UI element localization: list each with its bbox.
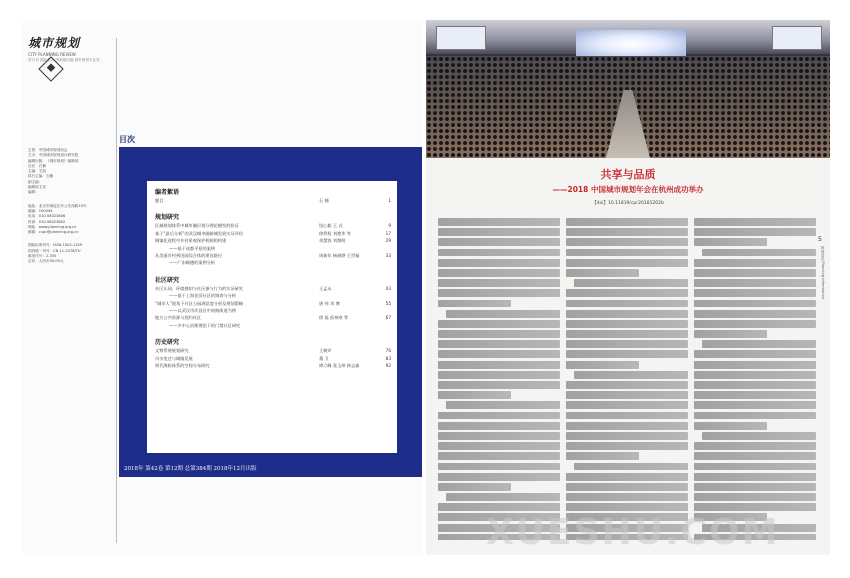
page-number: 5 <box>818 236 822 243</box>
column-divider <box>116 38 117 543</box>
toc-entry[interactable] <box>155 348 391 354</box>
body-text-line <box>438 269 560 277</box>
section-side-label: 规划动态 Planning Information <box>821 246 825 299</box>
body-text-line <box>694 238 767 246</box>
body-text-line <box>566 238 688 246</box>
imprint-line: 电话：010-58323806 <box>28 214 66 219</box>
body-text-line <box>566 422 688 430</box>
imprint-line: 副主编： <box>28 179 43 184</box>
toc-entry-author: 徐利权 刘艳华 等 <box>319 230 351 236</box>
toc-section-heading: 社区研究 <box>155 276 180 284</box>
body-text-line <box>566 473 688 481</box>
toc-entry-title: ——以武汉市武昌区中南路街道为例 <box>169 308 237 313</box>
body-text-line <box>566 391 688 399</box>
body-text-line <box>438 361 560 369</box>
imprint-line: 邮箱：cupr@planning.org.cn <box>28 230 79 235</box>
toc-entry[interactable] <box>155 223 391 229</box>
journal-logo: 城市规划 <box>28 36 81 50</box>
body-text-line <box>702 249 816 257</box>
masthead <box>28 34 118 63</box>
body-text-line <box>694 320 816 328</box>
body-text-line <box>446 401 560 409</box>
toc-entry-author: 王孟永 <box>319 285 332 291</box>
body-text-line <box>694 218 816 226</box>
body-text-line <box>438 330 560 338</box>
toc-entry[interactable] <box>169 323 391 329</box>
imprint-line: 地址：北京市海淀区车公庄西路10号 <box>28 203 87 208</box>
body-text-line <box>566 259 688 267</box>
body-text-line <box>438 371 560 379</box>
toc-entry-title: “城市人”视角下社区公园满意度分析及规划策略 <box>155 300 244 306</box>
body-text-line <box>694 300 816 308</box>
body-text-line <box>566 218 688 226</box>
body-text-line <box>446 310 560 318</box>
body-text-line <box>566 452 639 460</box>
body-text-line <box>438 249 560 257</box>
toc-entry-page: 1 <box>388 198 391 203</box>
toc-entry[interactable] <box>155 253 391 259</box>
toc-section-heading: 历史研究 <box>155 339 180 347</box>
body-text-line <box>702 340 816 348</box>
body-text-line <box>566 269 639 277</box>
imprint-line: 社长：石楠 <box>28 163 46 168</box>
toc-panel <box>119 147 422 477</box>
body-text-line <box>566 412 688 420</box>
side-screen-right <box>772 26 822 50</box>
body-text-line <box>566 330 688 338</box>
imprint-line: 编辑部主任： <box>28 185 50 190</box>
toc-section-heading: 编者絮语 <box>155 189 180 196</box>
article-page <box>426 20 830 555</box>
body-text-line <box>694 381 816 389</box>
body-text-line <box>438 320 560 328</box>
article-doi: 【doi】10.11819/cpr20181202b <box>592 201 664 206</box>
body-text-line <box>566 300 688 308</box>
imprint-line: 执行主编：石楠 <box>28 174 54 179</box>
toc-entry-title: 明代海防体系的空间分布研究 <box>155 363 210 368</box>
contents-page <box>22 20 422 555</box>
body-text-line <box>694 259 816 267</box>
toc-entry[interactable] <box>169 308 391 314</box>
body-text-line <box>694 289 816 297</box>
toc-entry-title: 区域规划体系中城市圈层划分理论模型的验证 <box>155 223 239 229</box>
body-text-line <box>438 259 560 267</box>
body-text-line <box>438 350 560 358</box>
toc-entry[interactable] <box>155 286 391 292</box>
body-text-line <box>566 361 639 369</box>
toc-entry-author: 唐 伟 刘 博 <box>319 300 340 306</box>
toc-entry-title: 城镇化进程中乡村景观保护机制的构建 <box>155 238 227 244</box>
body-text-line <box>438 279 560 287</box>
toc-entry-title: ——基于成都平原的案例 <box>169 245 216 251</box>
issue-footer: 2018年 第42卷 第12期 总第384期 2018年12月出版 <box>124 466 257 472</box>
body-text-line <box>694 361 816 369</box>
body-text-line <box>438 238 560 246</box>
toc-entry-author: 余慧容 刘黎明 <box>319 238 346 244</box>
body-text-line <box>438 483 511 491</box>
body-text-line <box>566 340 688 348</box>
body-text-line <box>566 442 688 450</box>
body-text-line <box>438 503 560 511</box>
body-text-line <box>694 371 816 379</box>
toc-entry-page: 29 <box>385 238 391 244</box>
toc-entry-page: 9 <box>388 223 391 229</box>
imprint-line: 国内统一刊号：CN 11-2378/TU <box>28 248 81 253</box>
toc-entry-title: 文物系统规划研究 <box>155 348 189 354</box>
body-text-line <box>566 289 688 297</box>
body-text-line <box>694 310 816 318</box>
body-text-line <box>566 432 688 440</box>
toc-entry-title: 地方公共资源与契约社区 <box>155 315 202 321</box>
side-screen-left <box>436 26 486 50</box>
body-text-line <box>694 269 816 277</box>
body-text-line <box>694 483 816 491</box>
toc-entry-title: ——多中心治理理论下的门禁社区研究 <box>169 322 241 328</box>
conference-photo <box>426 20 830 158</box>
body-text-line <box>694 442 816 450</box>
toc-card <box>147 181 397 453</box>
body-text-line <box>438 452 560 460</box>
magazine-spread <box>22 20 830 555</box>
toc-entry-page: 17 <box>385 230 391 236</box>
imprint-line: 编辑出版：《城市规划》编辑部 <box>28 158 79 163</box>
body-text-line <box>438 228 560 236</box>
imprint-block <box>28 148 113 265</box>
body-text-line <box>566 310 688 318</box>
toc-entry-title: ——广东顺德的案例分析 <box>169 260 216 266</box>
body-column-2 <box>566 218 688 540</box>
body-text-line <box>438 422 560 430</box>
toc-entry-title: 风水变迁与城镇发展 <box>155 355 193 361</box>
toc-entry-page: 76 <box>385 348 391 354</box>
toc-section-heading: 规划研究 <box>155 214 180 222</box>
toc-entry-page: 43 <box>385 285 391 291</box>
toc-entry[interactable] <box>155 198 391 204</box>
journal-logo-tagline: 首月刊 国际会议 国家级出版 城乡规划专业类 <box>28 58 100 62</box>
body-text-line <box>574 371 688 379</box>
body-text-line <box>574 279 688 287</box>
imprint-line: 主管：中国城市规划协会 <box>28 148 68 152</box>
body-text-line <box>694 279 816 287</box>
body-text-line <box>694 391 816 399</box>
toc-entry[interactable] <box>155 315 391 321</box>
body-text-line <box>694 350 816 358</box>
article-title: 共享与品质 <box>600 168 656 181</box>
body-column-3 <box>694 218 816 540</box>
imprint-line: 定价：人民币30.00元 <box>28 259 64 264</box>
toc-entry-title: 社区认同、环境感知与社区参与行为的实证研究 <box>155 285 243 291</box>
body-text-line <box>574 463 688 471</box>
toc-entry-page: 83 <box>385 355 391 361</box>
toc-entry[interactable] <box>155 356 391 362</box>
toc-entry[interactable] <box>169 246 391 252</box>
body-text-line <box>438 289 560 297</box>
toc-entry-page: 67 <box>385 315 391 321</box>
toc-entry[interactable] <box>169 260 391 266</box>
body-text-line <box>694 412 816 420</box>
toc-entry-author: 徐 磊 彭坤焘 等 <box>319 315 349 321</box>
body-text-line <box>694 401 816 409</box>
toc-entry-author: 王树声 <box>319 348 332 354</box>
body-text-line <box>694 503 816 511</box>
imprint-line: 网址：www.planning.org.cn <box>28 224 77 229</box>
body-text-line <box>566 228 688 236</box>
body-text-line <box>694 463 816 471</box>
body-text-line <box>438 442 560 450</box>
toc-entry[interactable] <box>169 293 391 299</box>
stage-backdrop <box>576 30 686 58</box>
body-text-line <box>694 422 767 430</box>
imprint-line: 主办：中国城市规划设计研究院 <box>28 153 79 158</box>
body-text-line <box>438 381 560 389</box>
toc-entry-author: 谭立峰 张玉坤 林志森 <box>319 363 360 368</box>
toc-entry-title: ——基于上海老旧社区的调查与分析 <box>169 293 237 299</box>
body-text-line <box>566 483 688 491</box>
body-text-line <box>566 320 688 328</box>
body-text-line <box>566 381 688 389</box>
body-text-line <box>438 412 560 420</box>
imprint-line: 邮发代号：2-355 <box>28 254 57 259</box>
toc-entry-page: 55 <box>385 300 391 306</box>
toc-entry-title: 题目 <box>155 198 164 203</box>
imprint-line: 主编：王凯 <box>28 169 46 174</box>
article-subtitle: ——2018 中国城市规划年会在杭州成功举办 <box>552 185 704 194</box>
toc-entry-author: 周新年 杨晓烨 王世福 <box>319 253 360 258</box>
toc-title: 目次 <box>119 135 135 144</box>
body-text-line <box>438 340 560 348</box>
toc-entry-author: 石 楠 <box>319 198 329 203</box>
toc-entry-author: 钮心毅 王 垚 <box>319 223 343 229</box>
toc-entry-page: 92 <box>385 363 391 368</box>
toc-entry[interactable] <box>155 301 391 307</box>
toc-entry-author: 董 卫 <box>319 355 329 361</box>
toc-entry-title: 从美丽乡村到田园综合体的建设路径 <box>155 253 223 258</box>
body-text-line <box>694 228 816 236</box>
body-text-line <box>566 249 688 257</box>
body-text-line <box>438 300 511 308</box>
body-text-line <box>694 493 816 501</box>
journal-logo-en: CITY PLANNING REVIEW <box>28 52 76 57</box>
toc-entry[interactable] <box>155 363 391 369</box>
toc-entry[interactable] <box>155 238 391 244</box>
body-text-line <box>694 473 816 481</box>
toc-entry-title: 基于“最后分析”的武汉城市圈新城发展实证评估 <box>155 230 244 236</box>
body-text-line <box>694 330 767 338</box>
body-text-line <box>566 401 688 409</box>
toc-entry[interactable] <box>155 231 391 237</box>
body-text-line <box>566 503 688 511</box>
imprint-line: 传真：010-58323802 <box>28 219 66 224</box>
body-text-line <box>446 493 560 501</box>
body-column-1 <box>438 218 560 540</box>
imprint-line: 邮编：100044 <box>28 208 53 213</box>
toc-entry-page: 33 <box>385 253 391 258</box>
body-text-line <box>702 432 816 440</box>
site-watermark: XUESHU.COM <box>486 512 780 553</box>
body-text-line <box>438 473 560 481</box>
body-text-line <box>438 391 511 399</box>
body-text-line <box>438 218 560 226</box>
body-text-line <box>566 350 688 358</box>
body-text-line <box>566 493 688 501</box>
imprint-line: 编辑： <box>28 190 39 195</box>
body-text-line <box>694 452 816 460</box>
body-text-line <box>438 432 560 440</box>
body-text-line <box>438 463 560 471</box>
imprint-line: 国际标准刊号：ISSN 1002-1329 <box>28 243 83 248</box>
